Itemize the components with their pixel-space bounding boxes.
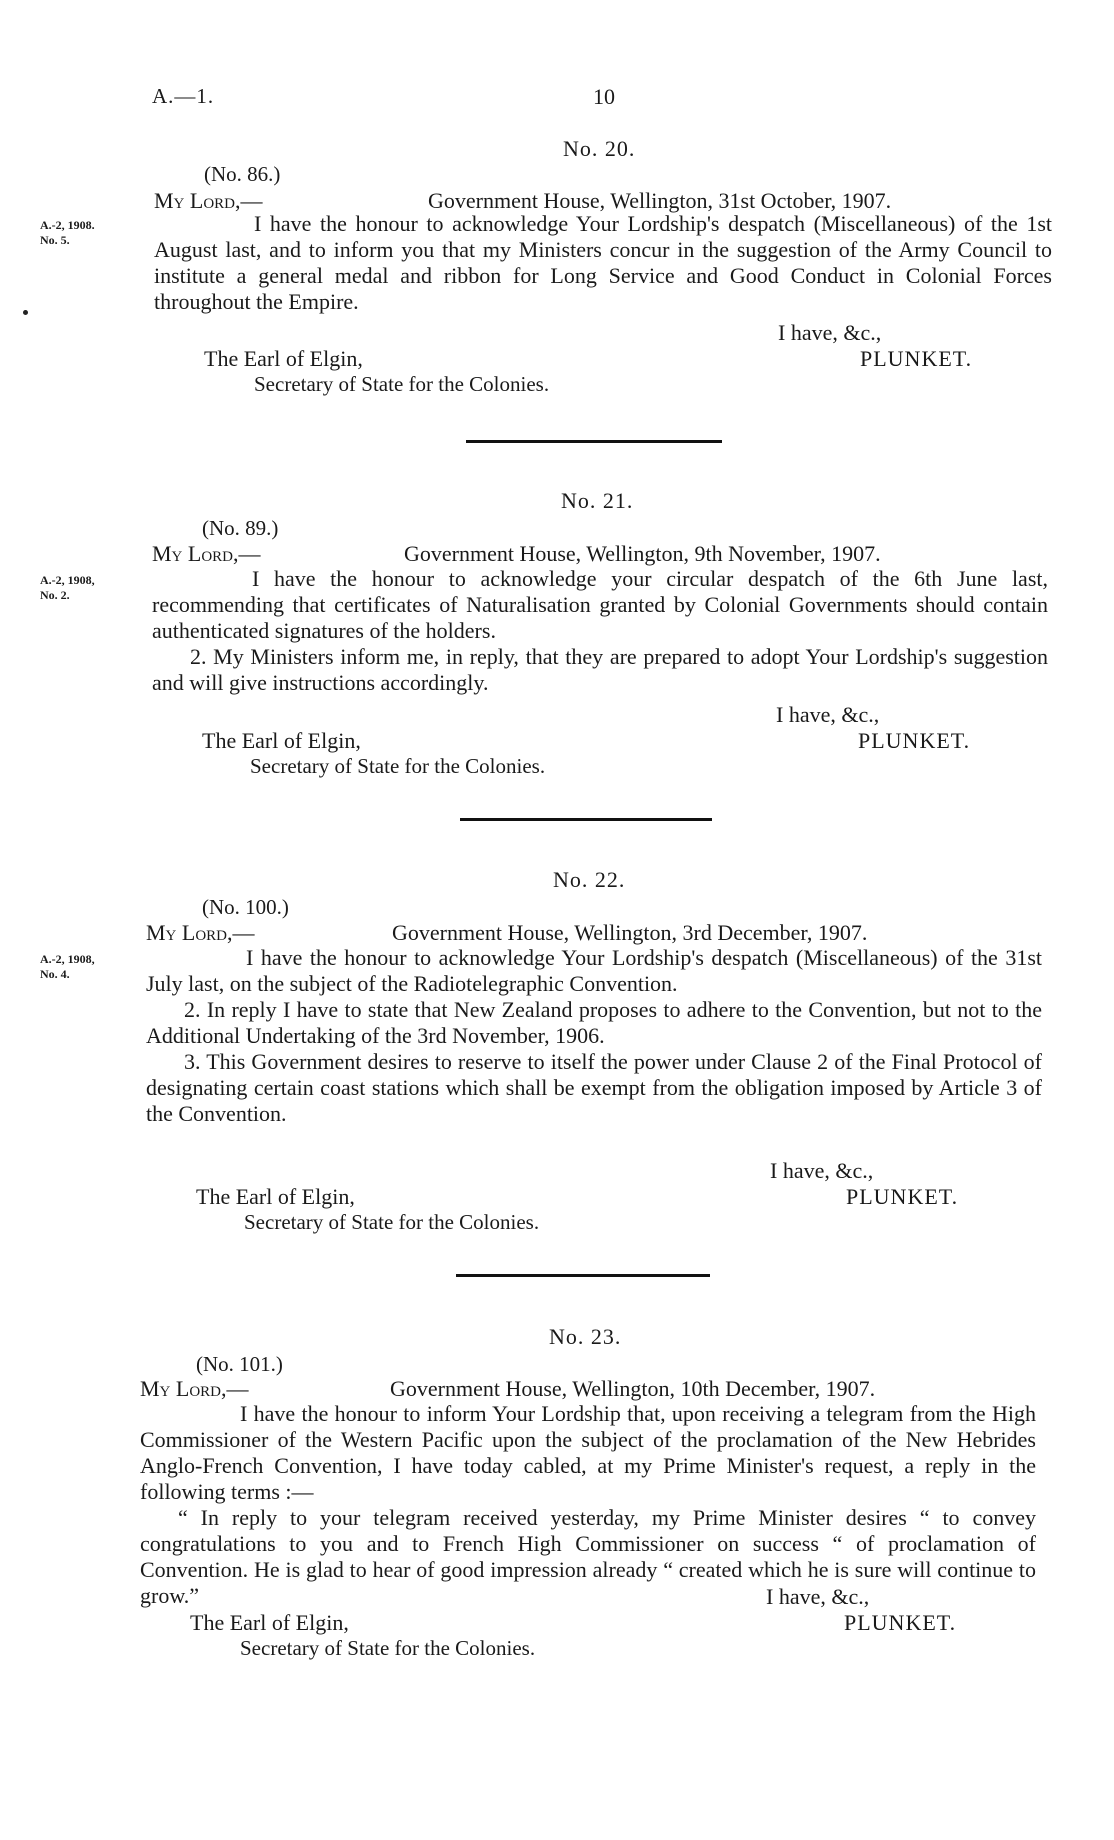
- addressee: The Earl of Elgin,: [196, 1184, 355, 1209]
- dateline: Government House, Wellington, 3rd December, 1907.: [392, 920, 868, 945]
- signature: PLUNKET.: [844, 1610, 957, 1635]
- dateline: Government House, Wellington, 10th December, 1907.: [390, 1376, 876, 1401]
- letter-number: No. 21.: [561, 488, 634, 513]
- closing: I have, &c.,: [778, 320, 882, 345]
- salutation: My Lord,—: [146, 920, 255, 945]
- salutation: My Lord,—: [154, 188, 263, 213]
- letter-number: No. 20.: [563, 136, 636, 161]
- margin-note: A.-2, 1908. No. 5.: [40, 218, 95, 247]
- addressee: The Earl of Elgin,: [202, 728, 361, 753]
- salutation: My Lord,—: [140, 1376, 249, 1401]
- paragraph: I have the honour to inform Your Lordship that, upon receiving a telegram from the High Commissioner of the Western Pacific upon the subject of the proclamation of the New Hebrides Anglo-French Convention, I have today cabled, at my Prime Minister's request, a reply in the following terms :—: [140, 1401, 1036, 1504]
- dateline: Government House, Wellington, 9th November, 1907.: [404, 541, 881, 566]
- addressee-title: Secretary of State for the Colonies.: [240, 1636, 536, 1660]
- addressee-title: Secretary of State for the Colonies.: [244, 1210, 540, 1234]
- margin-note: A.-2, 1908, No. 4.: [40, 952, 95, 981]
- letter-reference: (No. 100.): [202, 895, 289, 919]
- signature: PLUNKET.: [858, 728, 971, 753]
- paragraph: I have the honour to acknowledge Your Lordship's despatch (Miscellaneous) of the 31st July last, on the subject of the Radiotelegraphic Convention.: [146, 945, 1042, 996]
- section-code: A.—1.: [152, 84, 215, 108]
- closing: I have, &c.,: [770, 1158, 874, 1183]
- salutation-row: [140, 1376, 1000, 1404]
- addressee-title: Secretary of State for the Colonies.: [250, 754, 546, 778]
- dateline: Government House, Wellington, 31st October, 1907.: [428, 188, 892, 213]
- letter-body: [152, 566, 1048, 696]
- stray-mark: [23, 310, 28, 315]
- addressee: The Earl of Elgin,: [190, 1610, 349, 1635]
- letter-body: [154, 211, 1052, 315]
- paragraph: 2. In reply I have to state that New Zealand proposes to adhere to the Convention, but not to the Additional Undertaking of the 3rd November, 1906.: [146, 997, 1042, 1048]
- paragraph: 3. This Government desires to reserve to itself the power under Clause 2 of the Final Protocol of designating certain coast stations which shall be exempt from the obligation imposed by Article 3 of the Convention.: [146, 1049, 1042, 1126]
- salutation-row: [152, 541, 1012, 569]
- closing: I have, &c.,: [766, 1584, 870, 1609]
- margin-note: A.-2, 1908, No. 2.: [40, 573, 95, 602]
- letter-reference: (No. 101.): [196, 1352, 283, 1376]
- paragraph: I have the honour to acknowledge Your Lordship's despatch (Miscellaneous) of the 1st August last, and to inform you that my Ministers concur in the suggestion of the Army Council to institute a general medal and ribbon for Long Service and Good Conduct in Colonial Forces throughout the Empire.: [154, 211, 1052, 314]
- letter-number: No. 23.: [549, 1324, 622, 1349]
- section-divider: [460, 818, 712, 821]
- addressee: The Earl of Elgin,: [204, 346, 363, 371]
- letter-body: [146, 945, 1042, 1127]
- letter-body: [140, 1401, 1036, 1609]
- section-divider: [466, 440, 722, 443]
- section-divider: [456, 1274, 710, 1277]
- paragraph: 2. My Ministers inform me, in reply, that they are prepared to adopt Your Lordship's suggestion and will give instructions accordingly.: [152, 644, 1048, 695]
- page-number: 10: [593, 84, 615, 109]
- letter-reference: (No. 86.): [204, 162, 281, 186]
- salutation-row: [146, 920, 1006, 948]
- paragraph: I have the honour to acknowledge your circular despatch of the 6th June last, recommending that certificates of Naturalisation granted by Colonial Governments should contain authenticated signatures of the holders.: [152, 566, 1048, 643]
- addressee-title: Secretary of State for the Colonies.: [254, 372, 550, 396]
- salutation: My Lord,—: [152, 541, 261, 566]
- signature: PLUNKET.: [860, 346, 973, 371]
- paragraph: “ In reply to your telegram received yesterday, my Prime Minister desires “ to convey congratulations to you and to French High Commissioner on success “ of proclamation of Convention. He is glad to hear of good impression already “ created which he is sure will continue to grow.”: [140, 1505, 1036, 1608]
- closing: I have, &c.,: [776, 702, 880, 727]
- letter-reference: (No. 89.): [202, 516, 279, 540]
- letter-number: No. 22.: [553, 867, 626, 892]
- signature: PLUNKET.: [846, 1184, 959, 1209]
